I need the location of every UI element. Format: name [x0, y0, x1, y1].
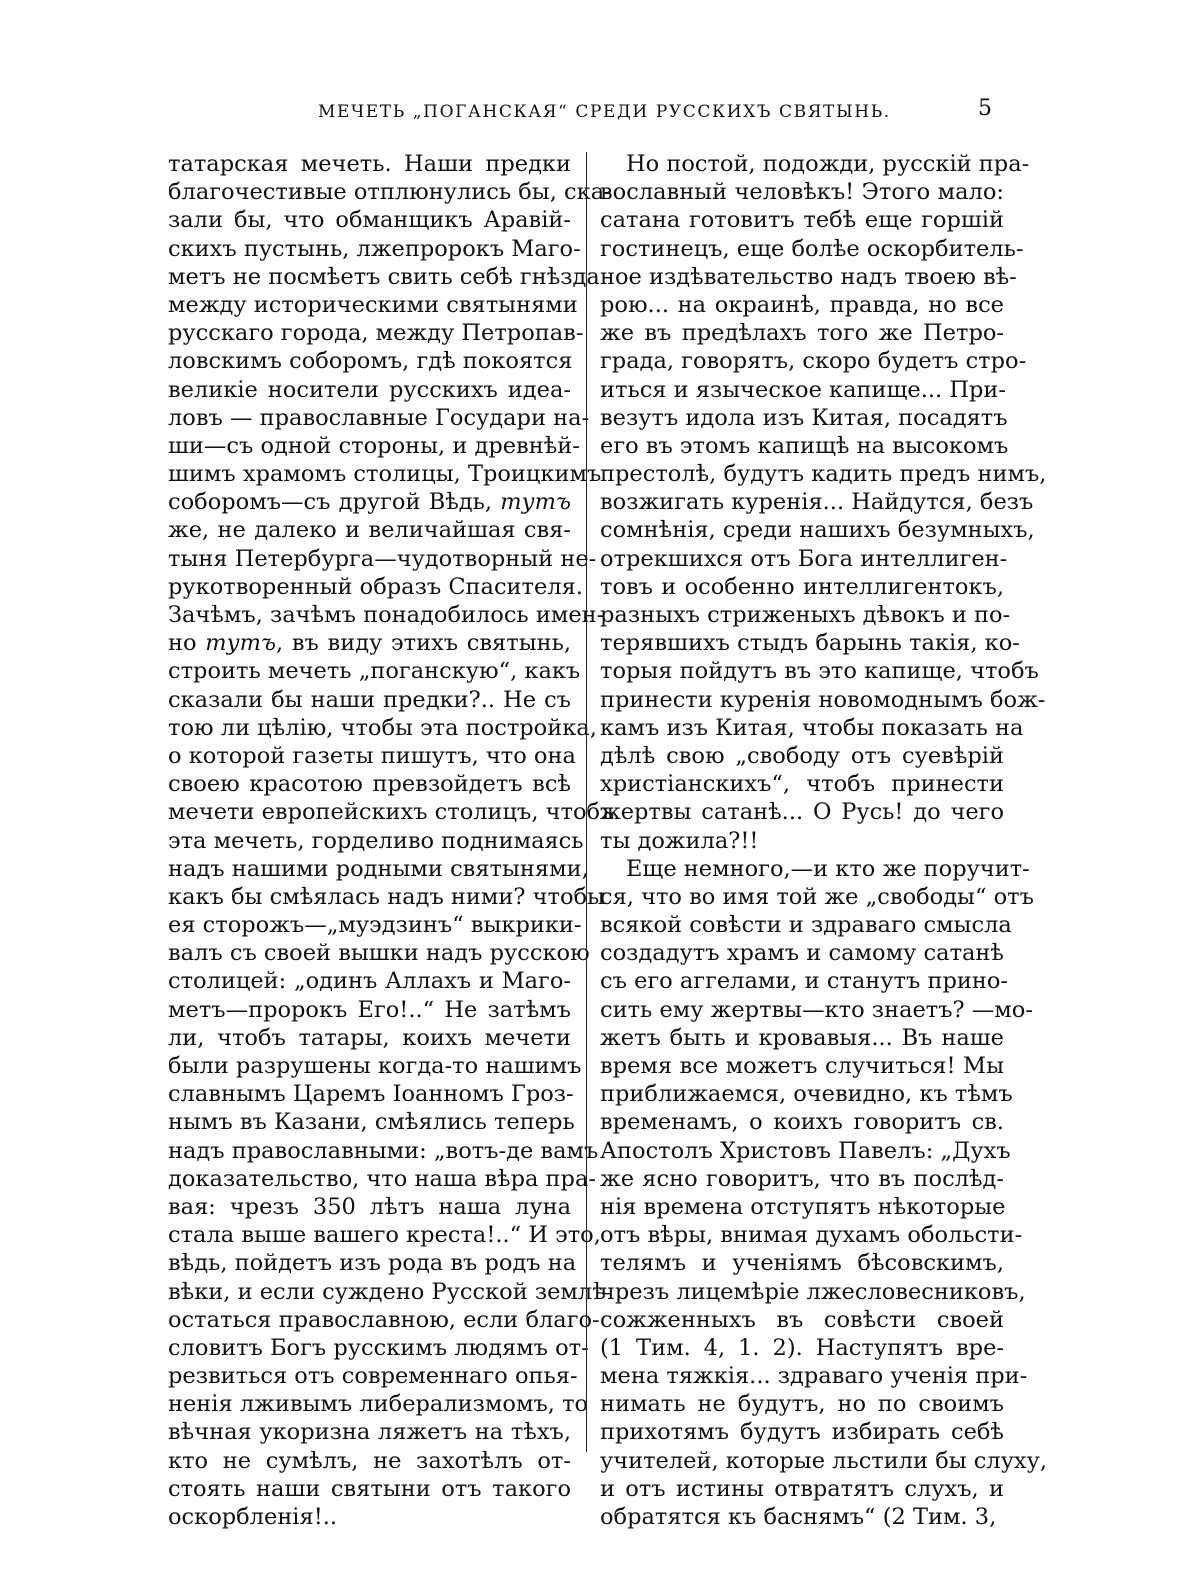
text-line: же, не далеко и величайшая свя- — [168, 517, 571, 544]
text-line: стоять наши святыни отъ такого — [168, 1475, 571, 1502]
text-line: прихотямъ будутъ избирать себѣ — [600, 1419, 1004, 1446]
text-line: града, говорятъ, скоро будетъ стро- — [600, 348, 1027, 375]
text-line: гостинецъ, еще болѣе оскорбитель- — [600, 235, 1024, 262]
text-line: нимать не будутъ, но по своимъ — [600, 1391, 1004, 1418]
text-line: временамъ, о коихъ говоритъ св. — [600, 1109, 1004, 1136]
text-line: славнымъ Царемъ Іоанномъ Гроз- — [168, 1081, 574, 1108]
text-line: Апостолъ Христовъ Павелъ: „Духъ — [600, 1137, 1011, 1164]
text-line: остаться православною, если благо- — [168, 1306, 600, 1333]
text-line: доказательство, что наша вѣра пра- — [168, 1165, 596, 1192]
text-line: резвиться отъ современнаго опья- — [168, 1363, 578, 1390]
running-title: МЕЧЕТЬ „ПОГАНСКАЯ“ СРЕДИ РУССКИХЪ СВЯТЫНЬ. — [318, 102, 891, 122]
text-line: нія времена отступятъ нѣкоторые — [600, 1193, 1006, 1220]
text-line: сить ему жертвы—кто знаетъ? —мо- — [600, 996, 1033, 1023]
text-line: отъ вѣры, внимая духамъ обольсти- — [600, 1222, 1023, 1249]
text-line: обратятся къ баснямъ“ (2 Тим. 3, — [600, 1504, 997, 1530]
text-line: рукотворенный образъ Спасителя. — [168, 573, 583, 600]
page-number: 5 — [978, 96, 992, 121]
text-line: время все можетъ случиться! Мы — [600, 1053, 1004, 1079]
text-line: благочестивые отплюнулись бы, ска- — [168, 179, 612, 206]
text-line: жетъ быть и кровавыя... Въ наше — [600, 1024, 1004, 1051]
text-line: татарская мечеть. Наши предки — [168, 151, 571, 177]
text-line: метъ—пророкъ Его!..“ Не затѣмъ — [168, 996, 571, 1023]
text-line: ея сторожъ—„муэдзинъ“ выкрики- — [168, 912, 582, 939]
text-line: телямъ и ученіямъ бѣсовскимъ, — [600, 1250, 1004, 1277]
text-line: кто не сумѣлъ, не захотѣлъ от- — [168, 1447, 571, 1474]
text-line: возжигать куренія... Найдутся, безъ — [600, 489, 1034, 516]
text-line: скихъ пустынь, лжепророкъ Маго- — [168, 235, 581, 262]
text-line: ловскимъ соборомъ, гдѣ покоятся — [168, 348, 573, 375]
text-line: вѣдь, пойдетъ изъ рода въ родъ на — [168, 1250, 577, 1277]
text-line: дѣлѣ свою „свободу отъ суевѣрій — [600, 742, 1004, 769]
text-line: разныхъ стриженыхъ дѣвокъ и по- — [600, 602, 1011, 628]
text-line: сказали бы наши предки?.. Не съ — [168, 686, 571, 713]
text-line: Зачѣмъ, зачѣмъ понадобилось имен- — [168, 602, 605, 628]
text-line: вѣчная укоризна ляжетъ на тѣхъ, — [168, 1419, 571, 1446]
text-line: были разрушены когда-то нашимъ — [168, 1053, 582, 1079]
running-header — [0, 96, 1191, 136]
text-line: ли, чтобъ татары, коихъ мечети — [168, 1024, 571, 1051]
text-line: мена тяжкія... здраваго ученія при- — [600, 1363, 1028, 1390]
text-line: везутъ идола изъ Китая, посадятъ — [600, 404, 1008, 431]
text-line: но тутъ, въ виду этихъ святынь, — [168, 630, 572, 657]
text-line: словитъ Богъ русскимъ людямъ от- — [168, 1334, 589, 1361]
text-line: строить мечеть „поганскую“, какъ — [168, 658, 581, 685]
text-line: столицей: „одинъ Аллахъ и Маго- — [168, 968, 571, 995]
text-line: сожженныхъ въ совѣсти своей — [600, 1306, 1004, 1333]
text-line: принести куренія новомоднымъ бож- — [600, 686, 1046, 713]
text-line: (1 Тим. 4, 1. 2). Наступятъ вре- — [600, 1334, 1004, 1361]
text-line: иться и языческое капище... При- — [600, 376, 1006, 403]
text-line: товъ и особенно интеллигентокъ, — [600, 573, 1004, 600]
text-line: терявшихъ стыдъ барынь такія, ко- — [600, 630, 1020, 657]
text-line: оскорбленія!.. — [168, 1504, 338, 1530]
text-line: создадутъ храмъ и самому сатанѣ — [600, 940, 1004, 967]
text-line: отрекшихся отъ Бога интеллиген- — [600, 545, 1008, 572]
text-line: сомнѣнія, среди нашихъ безумныхъ, — [600, 517, 1035, 544]
text-line: русскаго города, между Петропав- — [168, 320, 584, 347]
text-line: рою... на окраинѣ, правда, но все — [600, 291, 1004, 318]
text-line: сатана готовитъ тебѣ еще горшій — [600, 207, 1004, 234]
text-line: его въ этомъ капищѣ на высокомъ — [600, 432, 1009, 459]
text-line: учителей, которые льстили бы слуху, — [600, 1447, 1048, 1474]
text-line: между историческими святынями — [168, 291, 578, 318]
column-divider — [586, 152, 587, 1452]
text-line: своею красотою превзойдетъ всѣ — [168, 771, 571, 798]
text-line: Но постой, подожди, русскій пра- — [626, 151, 1030, 177]
text-line: приближаемся, очевидно, къ тѣмъ — [600, 1081, 1013, 1108]
text-line: мечети европейскихъ столицъ, чтобъ — [168, 799, 615, 826]
text-line: великіе носители русскихъ идеа- — [168, 376, 571, 403]
text-line: метъ не посмѣетъ свить себѣ гнѣзда — [168, 263, 600, 290]
text-line: вѣки, и если суждено Русской землѣ — [168, 1278, 606, 1305]
text-line: престолѣ, будутъ кадить предъ нимъ, — [600, 461, 1047, 488]
text-line: какъ бы смѣялась надъ ними? чтобы — [168, 883, 605, 910]
text-line: надъ нашими родными святынями, — [168, 855, 589, 882]
text-line: тыня Петербурга—чудотворный не- — [168, 545, 597, 572]
text-line: же въ предѣлахъ того же Петро- — [600, 320, 1004, 347]
text-line: всякой совѣсти и здраваго смысла — [600, 912, 1012, 939]
text-line: о которой газеты пишутъ, что она — [168, 742, 576, 769]
text-line: нымъ въ Казани, смѣялись теперь — [168, 1109, 575, 1136]
text-line: христіанскихъ“, чтобъ принести — [600, 771, 1004, 798]
text-line: камъ изъ Китая, чтобы показать на — [600, 714, 1024, 741]
text-line: ное издѣвательство надъ твоею вѣ- — [600, 263, 1017, 290]
text-line: торыя пойдутъ въ это капище, чтобъ — [600, 658, 1039, 685]
right-column — [600, 150, 1048, 1531]
text-line: надъ православными: „вотъ-де вамъ — [168, 1137, 599, 1164]
left-column — [168, 150, 615, 1531]
text-line: же ясно говоритъ, что въ послѣд- — [600, 1165, 1004, 1192]
text-line: ты дожила?!! — [600, 827, 759, 854]
text-line: тою ли цѣлію, чтобы эта постройка, — [168, 714, 597, 741]
text-line: жертвы сатанѣ... О Русь! до чего — [600, 799, 1004, 826]
text-line: эта мечеть, горделиво поднимаясь — [168, 827, 584, 854]
text-line: соборомъ—съ другой Вѣдь, тутъ — [168, 489, 571, 516]
text-line: валъ съ своей вышки надъ русскою — [168, 940, 590, 967]
text-line: ши—съ одной стороны, и древнѣй- — [168, 432, 580, 459]
text-line: Еще немного,—и кто же поручит- — [626, 855, 1030, 882]
text-line: зали бы, что обманщикъ Аравій- — [168, 207, 571, 234]
text-line: ненія лживымъ либерализмомъ, то — [168, 1391, 589, 1418]
text-line: вославный человѣкъ! Этого мало: — [600, 179, 1004, 206]
text-line: шимъ храмомъ столицы, Троицкимъ — [168, 461, 602, 488]
text-line: стала выше вашего креста!..“ И это, — [168, 1222, 601, 1249]
text-line: вая: чрезъ 350 лѣтъ наша луна — [168, 1193, 571, 1220]
text-line: съ его аггелами, и станутъ прино- — [600, 968, 1008, 995]
text-line: ловъ — православные Государи на- — [168, 404, 590, 431]
emphasis: тутъ — [500, 489, 571, 516]
emphasis: тутъ — [205, 630, 276, 657]
text-line: ся, что во имя той же „свободы“ отъ — [600, 883, 1034, 910]
text-line: чрезъ лицемѣріе лжесловесниковъ, — [600, 1278, 1026, 1305]
text-line: и отъ истины отвратятъ слухъ, и — [600, 1475, 1004, 1502]
